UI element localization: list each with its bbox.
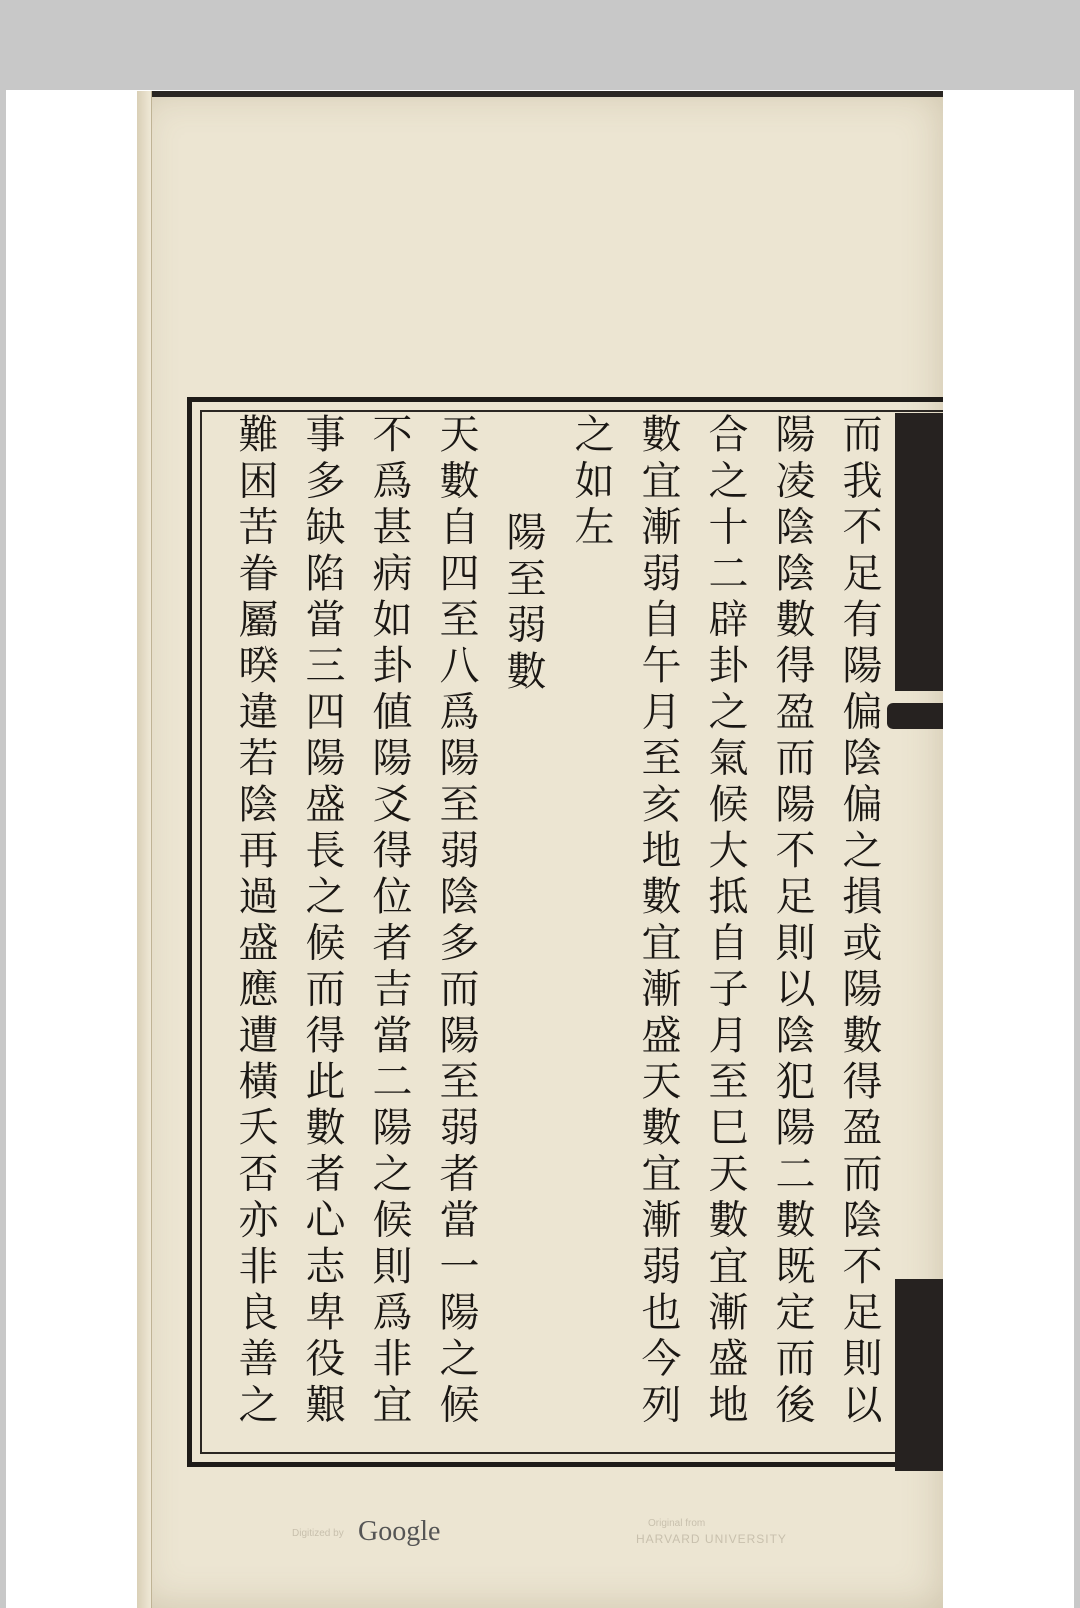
google-watermark: Google: [358, 1516, 441, 1547]
text-column-5: 之如左: [568, 413, 614, 552]
original-from-label: Original from: [648, 1518, 706, 1529]
text-column-9: 事多缺陷當三四陽盛長之候而得此數者心志卑役艱: [299, 413, 345, 1430]
text-column-1: 而我不足有陽偏陰偏之損或陽數得盈而陰不足則以: [836, 413, 882, 1430]
text-column-8: 不爲甚病如卦値陽爻得位者吉當二陽之候則爲非宜: [366, 413, 412, 1430]
text-column-10: 難困苦眷屬暌違若陰再過盛應遭橫夭否亦非良善之: [232, 413, 278, 1430]
fold-notch: [887, 703, 943, 729]
text-column-3: 合之十二辟卦之氣候大抵自子月至巳天數宜漸盛地: [702, 413, 748, 1430]
harvard-watermark: HARVARD UNIVERSITY: [636, 1532, 787, 1546]
digitized-by-label: Digitized by: [292, 1528, 344, 1539]
text-column-7: 天數自四至八爲陽至弱陰多而陽至弱者當一陽之候: [433, 413, 479, 1430]
section-heading: 陽至弱數: [500, 511, 546, 696]
text-column-4: 數宜漸弱自午月至亥地數宜漸盛天數宜漸弱也今列: [635, 413, 681, 1430]
text-column-2: 陽凌陰陰數得盈而陽不足則以陰犯陽二數既定而後: [769, 413, 815, 1430]
fish-tail-mark-bottom: [895, 1279, 943, 1471]
page-content: [137, 91, 943, 1608]
fish-tail-mark-top: [895, 413, 943, 691]
